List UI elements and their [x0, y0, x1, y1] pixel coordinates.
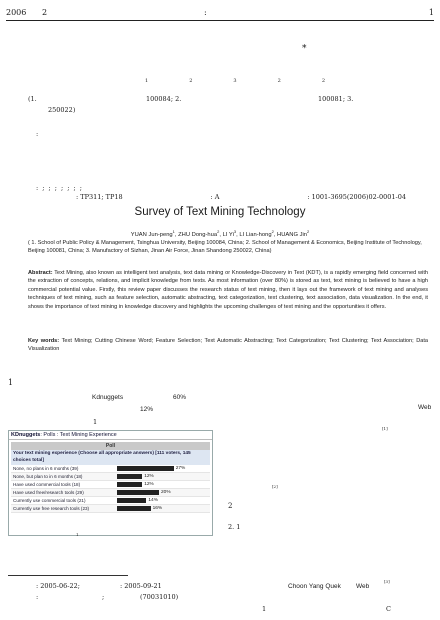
section-2-number: 2: [228, 502, 233, 510]
poll-row-label: None, but plan to in 6 months (18): [13, 474, 83, 479]
poll-row-label: Currently use free research tools (23): [13, 506, 90, 511]
poll-bar-track: [117, 497, 210, 504]
poll-row: [11, 497, 210, 505]
keywords-label: Key words:: [28, 338, 60, 344]
author-sup: 2: [189, 78, 193, 84]
poll-bar: [117, 466, 174, 471]
stat-12-percent: 12%: [140, 406, 154, 413]
citation-ref: [2]: [272, 484, 278, 489]
author-sup: 2: [307, 229, 310, 234]
poll-crumbs: : Polls : Text Mining Experience: [40, 432, 117, 438]
poll-bar-percent: 12%: [144, 474, 154, 479]
author-sup: 3: [233, 229, 237, 234]
poll-bar-percent: 20%: [161, 490, 171, 495]
poll-bar: [117, 474, 142, 479]
poll-results: [11, 465, 210, 513]
author-superscripts-cn: [145, 78, 325, 84]
poll-row: [11, 505, 210, 513]
aff-cn-code1: 100084; 2.: [146, 95, 182, 103]
affiliation-cn-line1: [28, 95, 428, 103]
poll-bar-track: [117, 473, 210, 480]
web-mention: Web: [418, 404, 432, 411]
author-name: LI Yi: [222, 231, 234, 238]
figure-breadcrumb: [9, 431, 212, 440]
figure-sup: 1: [76, 532, 79, 537]
poll-question: Your text mining experience (Choose all appropriate answers) [111 voters, 145 choices total]: [11, 450, 210, 465]
aff-cn-open: (1.: [28, 95, 37, 103]
poll-bar-percent: 27%: [175, 466, 186, 471]
figure-ref-number: 1: [93, 418, 98, 426]
footnote-received: : 2005-06-22;: [36, 582, 80, 590]
web-mention-2: Web: [356, 583, 370, 590]
article-id: : 1001-3695(2006)02-0001-04: [307, 193, 406, 201]
poll-bar: [117, 498, 146, 503]
author-name: HUANG Jin: [277, 231, 307, 238]
aff-cn-code3: 250022): [48, 106, 76, 114]
affiliations-en: ( 1. School of Public Policy & Management, Tsinghua University, Beijing 100084, China; 2. School of Management & Economics, Beijing Institute of Technology, Beijing 100081, China; 3. Manufactory of Sizhan, Jinan Air Force, Jinan Shandong 250022, China): [28, 240, 422, 254]
citation-ref: [1]: [382, 426, 388, 431]
poll-row: [11, 465, 210, 473]
footnote-revised: : 2005-09-21: [120, 582, 162, 590]
author-name: ZHU Dong-hua: [178, 231, 218, 238]
poll-bar-track: [117, 481, 210, 488]
poll-bar: [117, 506, 151, 511]
author-sup: 2: [321, 78, 325, 84]
poll-row-label: None, no plans in 6 months (39): [13, 466, 79, 471]
paper-title-en: Survey of Text Mining Technology: [134, 206, 306, 218]
abstract-cn-colon: :: [36, 130, 39, 138]
kdnuggets-mention: Kdnuggets: [92, 394, 124, 401]
keywords-en: [28, 337, 428, 354]
header-page: 1: [428, 7, 434, 17]
abstract-en: [28, 269, 428, 311]
citation-ref: [3]: [384, 579, 390, 584]
footnote-semicolon: ;: [102, 593, 105, 601]
author-sup: 1: [145, 78, 149, 84]
section-1-number: 1: [8, 378, 14, 387]
poll-bar-percent: 12%: [144, 482, 154, 487]
header-issue: 2: [42, 7, 48, 17]
footnote-rule: [8, 575, 128, 576]
author-name: LI Lian-hong: [239, 231, 272, 238]
body-letter-c: C: [386, 605, 391, 613]
keywords-cn: : ; ; ; ; ; ; ;: [36, 184, 83, 192]
authors-en: YUAN Jun-peng$^1$, ZHU Dong-hua$^2$, LI Yi$^3$, LI Lian-hong$^2$, HUANG Jin$^2$: [130, 229, 310, 238]
abstract-text: Text Mining, also known as intelligent text analysis, text data mining or Knowledge-Discovery in Text (KDT), is a rapidly emerging field concerned with the extraction of concepts, relations, and implicit knowledge from texts. As most information (over 80%) is stored as text, text mining is believed to have a high commercial potential value. Firstly, this review paper discusses the research status of text mining, then it lays out the framework of text mining and analyses techniques of text mining, such as feature selection, automatic abstracting, text categorization, text clustering, text association, data visualization. In the end, it shows the importance of text mining in knowledge discovery and highlights the upcoming challenges of text mining and the opportunities it offers.: [28, 270, 428, 310]
poll-row: [11, 473, 210, 481]
header-year: 2006: [6, 7, 27, 17]
footnote-grant: (70031010): [140, 593, 179, 601]
poll-row-label: Have used free/research tools (29): [13, 490, 84, 495]
author-sup: 2: [217, 229, 220, 234]
classification-line: [76, 193, 406, 201]
author-sup: 2: [271, 229, 274, 234]
poll-row-label: Have used commercial tools (18): [13, 482, 81, 487]
aff-cn-code2: 100081; 3.: [318, 95, 354, 103]
keywords-text: Text Mining; Cutting Chinese Word; Feature Selection; Text Automatic Abstracting; Text Categorization; Text Clustering; Text Association; Data Visualization: [28, 338, 429, 353]
body-number-1: 1: [262, 605, 267, 613]
poll-bar: [117, 482, 142, 487]
poll-row: [11, 481, 210, 489]
poll-title: Poll: [11, 442, 210, 450]
section-2-1-number: 2. 1: [228, 523, 241, 531]
clc-number: : TP311; TP18: [76, 193, 123, 201]
poll-bar: [117, 490, 159, 495]
poll-row: [11, 489, 210, 497]
choon-reference: Choon Yang Quek: [288, 583, 341, 590]
header-colon: :: [204, 7, 207, 17]
kdnuggets-brand: KDnuggets: [11, 432, 41, 438]
poll-bar-track: [117, 489, 210, 496]
title-footnote-marker: *: [302, 44, 307, 54]
abstract-label: Abstract:: [28, 270, 53, 276]
stat-60-percent: 60%: [173, 394, 187, 401]
poll-bar-track: [117, 505, 210, 512]
poll-bar-percent: 14%: [148, 498, 158, 503]
poll-bar-track: [117, 465, 210, 472]
author-sup: 2: [277, 78, 281, 84]
poll-bar-percent: 16%: [152, 506, 163, 511]
running-header: [6, 6, 434, 18]
poll-row-label: Currently use commercial tools (21): [13, 498, 86, 503]
header-rule: [6, 20, 434, 21]
author-sup: 1: [172, 229, 175, 234]
author-name: YUAN Jun-peng: [130, 231, 173, 238]
figure-kdnuggets-poll: [8, 430, 213, 536]
footnote-colon: :: [36, 593, 39, 601]
document-code: : A: [210, 193, 220, 201]
author-sup: 3: [233, 78, 237, 84]
